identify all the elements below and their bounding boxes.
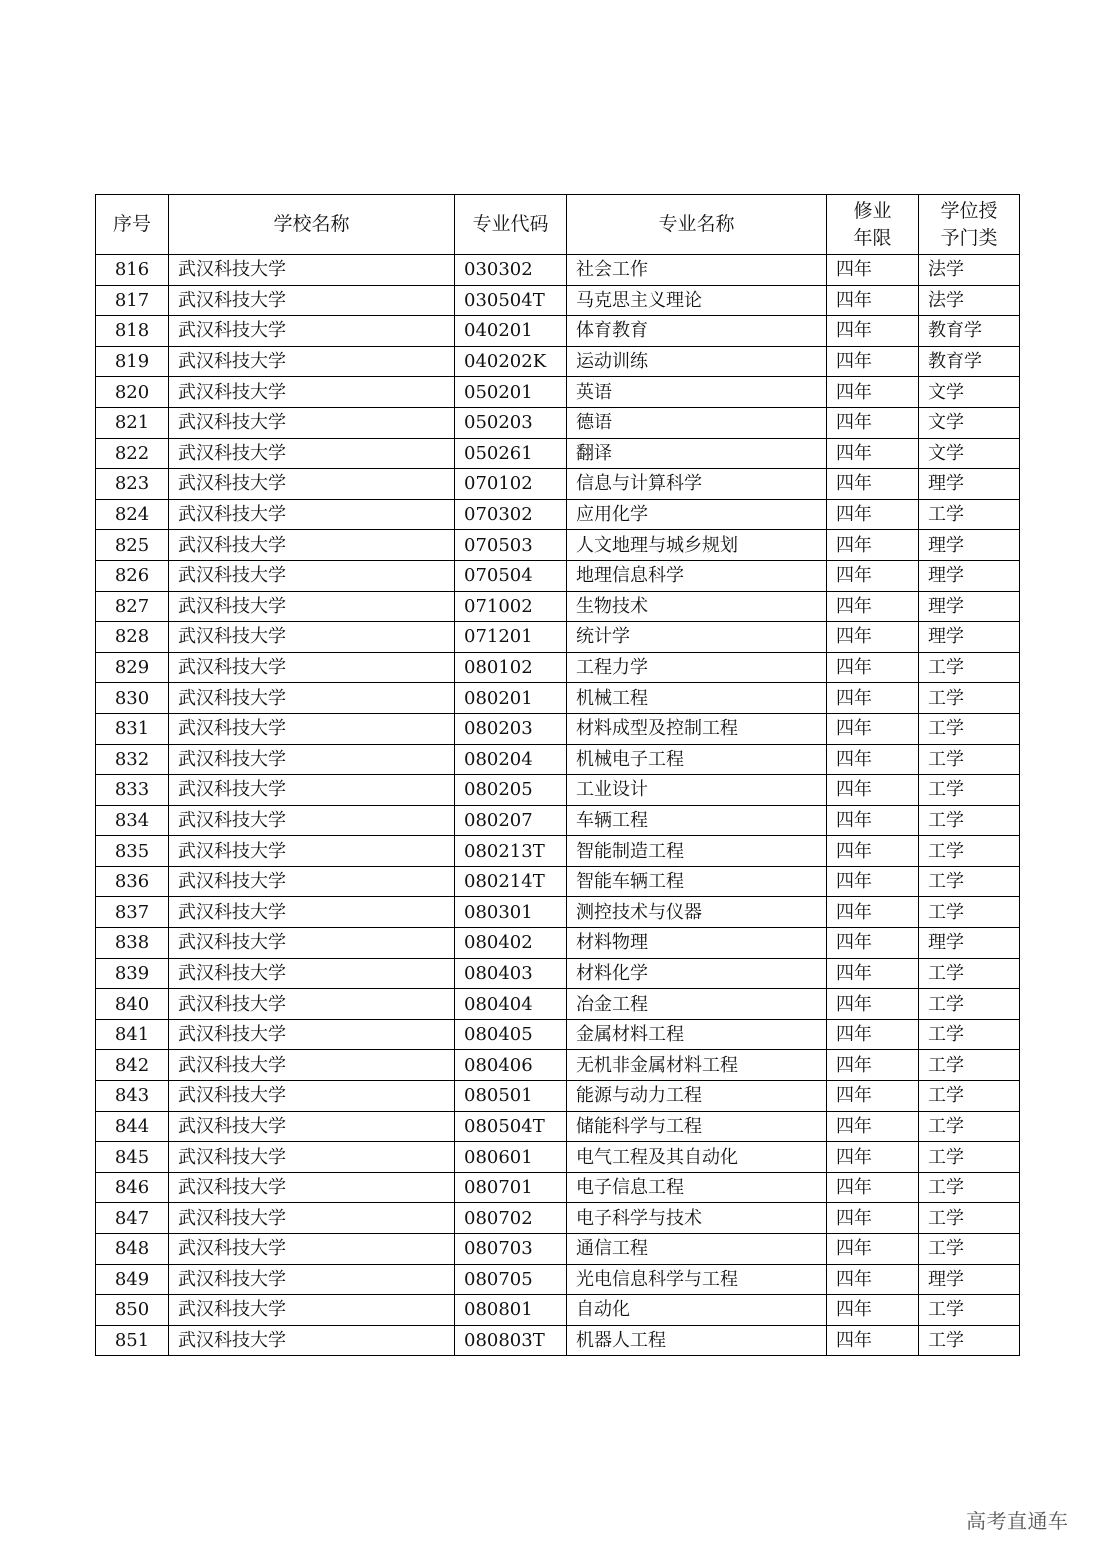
cell-school: 武汉科技大学 — [169, 1234, 455, 1265]
cell-seq: 851 — [96, 1325, 169, 1356]
table-row — [96, 805, 1020, 836]
cell-major: 社会工作 — [567, 255, 827, 286]
cell-major: 工业设计 — [567, 775, 827, 806]
cell-degree: 理学 — [919, 560, 1020, 591]
cell-code: 080701 — [455, 1172, 567, 1203]
cell-code: 080705 — [455, 1264, 567, 1295]
cell-major: 材料成型及控制工程 — [567, 713, 827, 744]
cell-degree: 理学 — [919, 591, 1020, 622]
cell-code: 040202K — [455, 346, 567, 377]
cell-school: 武汉科技大学 — [169, 836, 455, 867]
cell-degree: 理学 — [919, 928, 1020, 959]
header-duration-line1: 修业 — [853, 199, 892, 222]
cell-school: 武汉科技大学 — [169, 255, 455, 286]
table-row — [96, 377, 1020, 408]
cell-school: 武汉科技大学 — [169, 1111, 455, 1142]
cell-duration: 四年 — [827, 591, 919, 622]
table-row — [96, 1264, 1020, 1295]
table-row — [96, 1234, 1020, 1265]
cell-seq: 843 — [96, 1081, 169, 1112]
cell-code: 080601 — [455, 1142, 567, 1173]
cell-major: 统计学 — [567, 622, 827, 653]
cell-seq: 819 — [96, 346, 169, 377]
cell-school: 武汉科技大学 — [169, 866, 455, 897]
cell-major: 应用化学 — [567, 499, 827, 530]
cell-major: 车辆工程 — [567, 805, 827, 836]
table-row — [96, 683, 1020, 714]
cell-major: 能源与动力工程 — [567, 1081, 827, 1112]
table-body — [96, 255, 1020, 1356]
cell-duration: 四年 — [827, 1264, 919, 1295]
cell-seq: 848 — [96, 1234, 169, 1265]
table-row — [96, 897, 1020, 928]
table-row — [96, 1295, 1020, 1326]
table-row — [96, 1111, 1020, 1142]
cell-code: 080803T — [455, 1325, 567, 1356]
table-row — [96, 958, 1020, 989]
cell-seq: 816 — [96, 255, 169, 286]
cell-duration: 四年 — [827, 1234, 919, 1265]
cell-seq: 825 — [96, 530, 169, 561]
cell-seq: 822 — [96, 438, 169, 469]
cell-duration: 四年 — [827, 713, 919, 744]
cell-major: 地理信息科学 — [567, 560, 827, 591]
table-row — [96, 775, 1020, 806]
cell-duration: 四年 — [827, 744, 919, 775]
cell-seq: 817 — [96, 285, 169, 316]
cell-seq: 830 — [96, 683, 169, 714]
cell-duration: 四年 — [827, 652, 919, 683]
cell-major: 电子信息工程 — [567, 1172, 827, 1203]
cell-school: 武汉科技大学 — [169, 1325, 455, 1356]
cell-degree: 工学 — [919, 1081, 1020, 1112]
cell-school: 武汉科技大学 — [169, 1142, 455, 1173]
header-seq: 序号 — [96, 195, 169, 255]
table-row — [96, 1325, 1020, 1356]
cell-degree: 法学 — [919, 255, 1020, 286]
cell-code: 030504T — [455, 285, 567, 316]
cell-duration: 四年 — [827, 897, 919, 928]
header-degree-line2: 予门类 — [940, 226, 998, 249]
cell-major: 机器人工程 — [567, 1325, 827, 1356]
cell-school: 武汉科技大学 — [169, 316, 455, 347]
table-row — [96, 1203, 1020, 1234]
cell-school: 武汉科技大学 — [169, 1050, 455, 1081]
cell-major: 人文地理与城乡规划 — [567, 530, 827, 561]
cell-code: 080204 — [455, 744, 567, 775]
cell-seq: 840 — [96, 989, 169, 1020]
cell-seq: 841 — [96, 1019, 169, 1050]
cell-school: 武汉科技大学 — [169, 958, 455, 989]
cell-school: 武汉科技大学 — [169, 530, 455, 561]
cell-code: 080201 — [455, 683, 567, 714]
cell-major: 测控技术与仪器 — [567, 897, 827, 928]
cell-major: 机械工程 — [567, 683, 827, 714]
cell-major: 体育教育 — [567, 316, 827, 347]
cell-code: 050261 — [455, 438, 567, 469]
cell-school: 武汉科技大学 — [169, 775, 455, 806]
cell-school: 武汉科技大学 — [169, 1203, 455, 1234]
cell-degree: 文学 — [919, 438, 1020, 469]
cell-duration: 四年 — [827, 836, 919, 867]
cell-seq: 818 — [96, 316, 169, 347]
cell-duration: 四年 — [827, 1203, 919, 1234]
cell-seq: 850 — [96, 1295, 169, 1326]
cell-school: 武汉科技大学 — [169, 1019, 455, 1050]
cell-degree: 理学 — [919, 622, 1020, 653]
cell-code: 080406 — [455, 1050, 567, 1081]
cell-major: 工程力学 — [567, 652, 827, 683]
cell-major: 翻译 — [567, 438, 827, 469]
header-degree-line1: 学位授 — [940, 199, 998, 222]
cell-major: 电气工程及其自动化 — [567, 1142, 827, 1173]
cell-seq: 838 — [96, 928, 169, 959]
cell-duration: 四年 — [827, 989, 919, 1020]
cell-school: 武汉科技大学 — [169, 377, 455, 408]
cell-school: 武汉科技大学 — [169, 407, 455, 438]
cell-duration: 四年 — [827, 775, 919, 806]
cell-seq: 836 — [96, 866, 169, 897]
cell-code: 080205 — [455, 775, 567, 806]
table-row — [96, 530, 1020, 561]
cell-seq: 846 — [96, 1172, 169, 1203]
cell-seq: 839 — [96, 958, 169, 989]
cell-school: 武汉科技大学 — [169, 469, 455, 500]
cell-major: 材料化学 — [567, 958, 827, 989]
cell-code: 080213T — [455, 836, 567, 867]
table-row — [96, 438, 1020, 469]
cell-duration: 四年 — [827, 438, 919, 469]
cell-degree: 教育学 — [919, 346, 1020, 377]
cell-seq: 837 — [96, 897, 169, 928]
cell-degree: 工学 — [919, 1325, 1020, 1356]
cell-duration: 四年 — [827, 499, 919, 530]
table-row — [96, 1081, 1020, 1112]
cell-duration: 四年 — [827, 866, 919, 897]
cell-major: 生物技术 — [567, 591, 827, 622]
cell-code: 080504T — [455, 1111, 567, 1142]
cell-seq: 835 — [96, 836, 169, 867]
cell-seq: 821 — [96, 407, 169, 438]
cell-school: 武汉科技大学 — [169, 713, 455, 744]
cell-code: 070102 — [455, 469, 567, 500]
cell-duration: 四年 — [827, 958, 919, 989]
cell-seq: 828 — [96, 622, 169, 653]
cell-seq: 847 — [96, 1203, 169, 1234]
cell-seq: 820 — [96, 377, 169, 408]
cell-major: 马克思主义理论 — [567, 285, 827, 316]
cell-degree: 工学 — [919, 805, 1020, 836]
table-row — [96, 499, 1020, 530]
cell-major: 电子科学与技术 — [567, 1203, 827, 1234]
cell-duration: 四年 — [827, 469, 919, 500]
cell-code: 080404 — [455, 989, 567, 1020]
cell-seq: 844 — [96, 1111, 169, 1142]
cell-major: 材料物理 — [567, 928, 827, 959]
cell-school: 武汉科技大学 — [169, 1264, 455, 1295]
cell-school: 武汉科技大学 — [169, 1172, 455, 1203]
cell-major: 金属材料工程 — [567, 1019, 827, 1050]
cell-duration: 四年 — [827, 805, 919, 836]
cell-major: 英语 — [567, 377, 827, 408]
cell-school: 武汉科技大学 — [169, 683, 455, 714]
table-row — [96, 866, 1020, 897]
cell-school: 武汉科技大学 — [169, 622, 455, 653]
cell-duration: 四年 — [827, 1050, 919, 1081]
cell-duration: 四年 — [827, 622, 919, 653]
cell-code: 080702 — [455, 1203, 567, 1234]
cell-code: 070504 — [455, 560, 567, 591]
table-row — [96, 1142, 1020, 1173]
cell-school: 武汉科技大学 — [169, 438, 455, 469]
table-row — [96, 713, 1020, 744]
cell-duration: 四年 — [827, 346, 919, 377]
cell-school: 武汉科技大学 — [169, 560, 455, 591]
table-row — [96, 1019, 1020, 1050]
cell-seq: 832 — [96, 744, 169, 775]
cell-major: 智能车辆工程 — [567, 866, 827, 897]
cell-code: 040201 — [455, 316, 567, 347]
cell-duration: 四年 — [827, 1081, 919, 1112]
table-row — [96, 1172, 1020, 1203]
cell-school: 武汉科技大学 — [169, 805, 455, 836]
cell-major: 通信工程 — [567, 1234, 827, 1265]
cell-duration: 四年 — [827, 683, 919, 714]
cell-degree: 工学 — [919, 1234, 1020, 1265]
cell-duration: 四年 — [827, 255, 919, 286]
table-row — [96, 989, 1020, 1020]
cell-code: 080203 — [455, 713, 567, 744]
cell-code: 080703 — [455, 1234, 567, 1265]
cell-major: 自动化 — [567, 1295, 827, 1326]
cell-duration: 四年 — [827, 928, 919, 959]
cell-degree: 工学 — [919, 1295, 1020, 1326]
cell-degree: 工学 — [919, 1050, 1020, 1081]
cell-major: 智能制造工程 — [567, 836, 827, 867]
cell-major: 德语 — [567, 407, 827, 438]
cell-seq: 827 — [96, 591, 169, 622]
cell-code: 080207 — [455, 805, 567, 836]
cell-degree: 工学 — [919, 1019, 1020, 1050]
cell-degree: 工学 — [919, 1172, 1020, 1203]
cell-degree: 工学 — [919, 958, 1020, 989]
cell-code: 030302 — [455, 255, 567, 286]
header-duration-line2: 年限 — [853, 226, 892, 249]
cell-duration: 四年 — [827, 1019, 919, 1050]
table-row — [96, 591, 1020, 622]
header-school: 学校名称 — [169, 195, 455, 255]
cell-major: 运动训练 — [567, 346, 827, 377]
cell-degree: 理学 — [919, 1264, 1020, 1295]
cell-code: 070503 — [455, 530, 567, 561]
cell-degree: 工学 — [919, 713, 1020, 744]
cell-degree: 工学 — [919, 775, 1020, 806]
cell-degree: 工学 — [919, 744, 1020, 775]
table-row — [96, 285, 1020, 316]
cell-degree: 理学 — [919, 530, 1020, 561]
cell-seq: 823 — [96, 469, 169, 500]
table-row — [96, 560, 1020, 591]
header-row — [96, 195, 1020, 255]
table-row — [96, 255, 1020, 286]
cell-major: 信息与计算科学 — [567, 469, 827, 500]
cell-duration: 四年 — [827, 1142, 919, 1173]
cell-school: 武汉科技大学 — [169, 652, 455, 683]
cell-seq: 829 — [96, 652, 169, 683]
cell-code: 070302 — [455, 499, 567, 530]
cell-school: 武汉科技大学 — [169, 591, 455, 622]
cell-duration: 四年 — [827, 316, 919, 347]
table-row — [96, 928, 1020, 959]
cell-seq: 826 — [96, 560, 169, 591]
cell-code: 080214T — [455, 866, 567, 897]
cell-degree: 理学 — [919, 469, 1020, 500]
cell-school: 武汉科技大学 — [169, 989, 455, 1020]
cell-seq: 833 — [96, 775, 169, 806]
cell-degree: 工学 — [919, 652, 1020, 683]
cell-degree: 工学 — [919, 1111, 1020, 1142]
cell-code: 071201 — [455, 622, 567, 653]
cell-seq: 849 — [96, 1264, 169, 1295]
cell-code: 080801 — [455, 1295, 567, 1326]
cell-code: 050203 — [455, 407, 567, 438]
cell-duration: 四年 — [827, 530, 919, 561]
cell-code: 071002 — [455, 591, 567, 622]
cell-school: 武汉科技大学 — [169, 897, 455, 928]
cell-school: 武汉科技大学 — [169, 285, 455, 316]
cell-school: 武汉科技大学 — [169, 1081, 455, 1112]
cell-degree: 工学 — [919, 1142, 1020, 1173]
cell-seq: 831 — [96, 713, 169, 744]
cell-seq: 845 — [96, 1142, 169, 1173]
header-code: 专业代码 — [455, 195, 567, 255]
cell-degree: 工学 — [919, 683, 1020, 714]
cell-code: 080301 — [455, 897, 567, 928]
cell-code: 080102 — [455, 652, 567, 683]
cell-major: 光电信息科学与工程 — [567, 1264, 827, 1295]
table-row — [96, 469, 1020, 500]
cell-seq: 824 — [96, 499, 169, 530]
cell-code: 080403 — [455, 958, 567, 989]
cell-major: 储能科学与工程 — [567, 1111, 827, 1142]
cell-degree: 工学 — [919, 499, 1020, 530]
cell-degree: 工学 — [919, 836, 1020, 867]
table-row — [96, 622, 1020, 653]
cell-degree: 文学 — [919, 377, 1020, 408]
cell-school: 武汉科技大学 — [169, 928, 455, 959]
cell-degree: 工学 — [919, 989, 1020, 1020]
cell-code: 080501 — [455, 1081, 567, 1112]
cell-degree: 法学 — [919, 285, 1020, 316]
cell-duration: 四年 — [827, 560, 919, 591]
cell-degree: 工学 — [919, 1203, 1020, 1234]
watermark-text: 高考直通车 — [966, 1509, 1069, 1533]
header-degree — [919, 195, 1020, 255]
cell-duration: 四年 — [827, 377, 919, 408]
cell-seq: 842 — [96, 1050, 169, 1081]
cell-school: 武汉科技大学 — [169, 499, 455, 530]
cell-degree: 工学 — [919, 866, 1020, 897]
table-row — [96, 407, 1020, 438]
cell-major: 无机非金属材料工程 — [567, 1050, 827, 1081]
cell-school: 武汉科技大学 — [169, 346, 455, 377]
cell-code: 050201 — [455, 377, 567, 408]
cell-duration: 四年 — [827, 1172, 919, 1203]
cell-duration: 四年 — [827, 1295, 919, 1326]
table-row — [96, 652, 1020, 683]
cell-duration: 四年 — [827, 285, 919, 316]
header-duration — [827, 195, 919, 255]
cell-major: 冶金工程 — [567, 989, 827, 1020]
cell-degree: 工学 — [919, 897, 1020, 928]
table-row — [96, 1050, 1020, 1081]
cell-degree: 教育学 — [919, 316, 1020, 347]
cell-seq: 834 — [96, 805, 169, 836]
cell-duration: 四年 — [827, 407, 919, 438]
cell-code: 080402 — [455, 928, 567, 959]
cell-code: 080405 — [455, 1019, 567, 1050]
cell-major: 机械电子工程 — [567, 744, 827, 775]
cell-school: 武汉科技大学 — [169, 744, 455, 775]
header-major: 专业名称 — [567, 195, 827, 255]
table-row — [96, 836, 1020, 867]
table-row — [96, 316, 1020, 347]
cell-duration: 四年 — [827, 1325, 919, 1356]
cell-school: 武汉科技大学 — [169, 1295, 455, 1326]
majors-table — [95, 194, 1020, 1356]
cell-duration: 四年 — [827, 1111, 919, 1142]
cell-degree: 文学 — [919, 407, 1020, 438]
table-row — [96, 346, 1020, 377]
table-row — [96, 744, 1020, 775]
